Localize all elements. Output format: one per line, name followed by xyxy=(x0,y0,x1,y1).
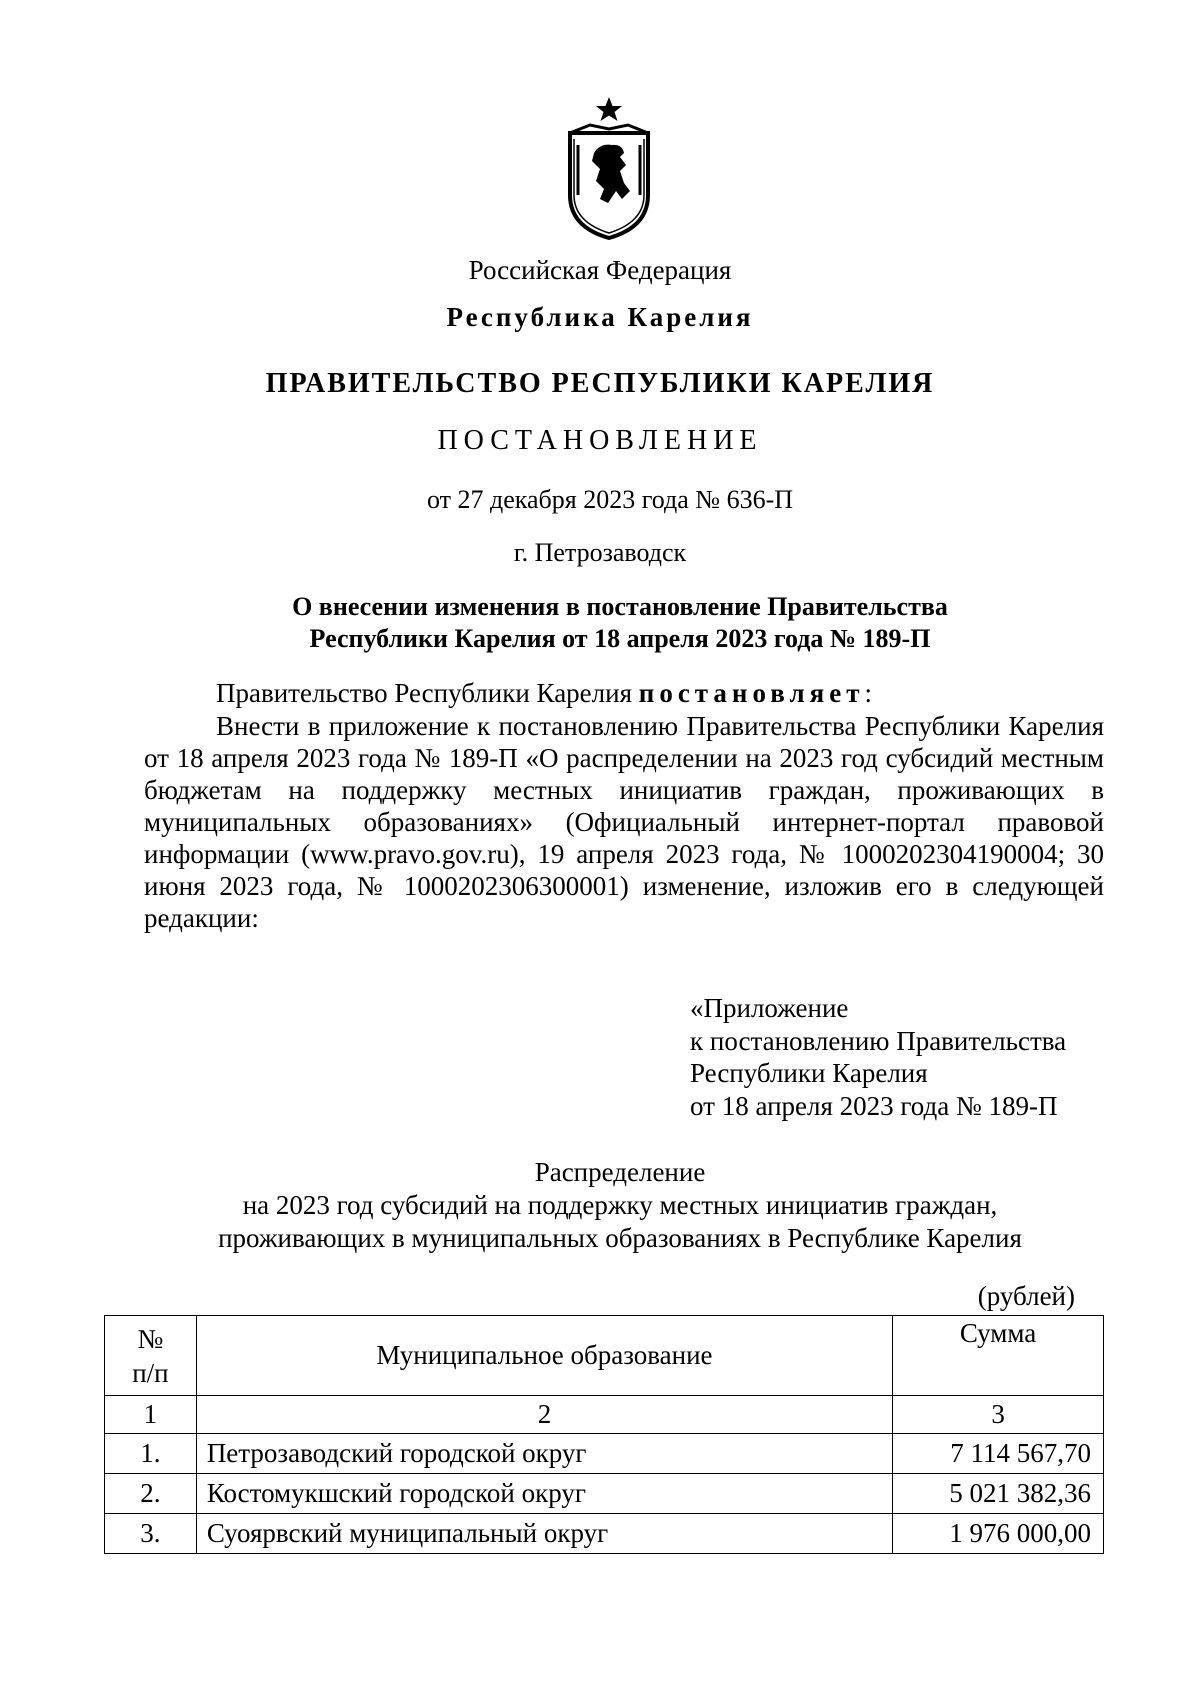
document-date-number: от 27 декабря 2023 года № 636-П xyxy=(426,485,794,514)
row-municipality: Костомукшский городской округ xyxy=(196,1474,892,1514)
republic-name: Республика Карелия xyxy=(446,302,754,332)
header-municipality: Муниципальное образование xyxy=(196,1316,892,1396)
resolution-lead-text: Правительство Республики Карелия xyxy=(216,678,639,708)
table-header-row xyxy=(105,1316,1104,1396)
government-name: ПРАВИТЕЛЬСТВО РЕСПУБЛИКИ КАРЕЛИЯ xyxy=(265,368,935,399)
table-unit: (рублей) xyxy=(977,1281,1075,1311)
row-sum: 1 976 000,00 xyxy=(893,1514,1104,1554)
row-municipality: Петрозаводский городской округ xyxy=(196,1434,892,1474)
karelia-coat-of-arms-icon xyxy=(564,95,654,240)
distribution-title-line3: проживающих в муниципальных образованиях в Республике Карелия xyxy=(218,1223,1022,1253)
appendix-line3: Республики Карелия xyxy=(690,1058,928,1088)
resolution-verb: постановляет xyxy=(638,678,865,708)
table-column-numbers-row xyxy=(105,1396,1104,1434)
table-row xyxy=(105,1474,1104,1514)
distribution-title-line1: Распределение xyxy=(534,1157,706,1187)
distribution-table xyxy=(104,1315,1104,1554)
row-municipality: Суоярвский муниципальный округ xyxy=(196,1514,892,1554)
appendix-line2: к постановлению Правительства xyxy=(690,1025,1067,1056)
document-title-line2: Республики Карелия от 18 апреля 2023 года № 189-П xyxy=(309,624,931,653)
document-type: ПОСТАНОВЛЕНИЕ xyxy=(437,425,763,456)
row-sum: 5 021 382,36 xyxy=(893,1474,1104,1514)
appendix-block xyxy=(690,992,1066,1122)
row-number: 3. xyxy=(105,1514,197,1554)
column-number-1: 1 xyxy=(105,1396,197,1434)
country-name: Российская Федерация xyxy=(468,255,732,285)
column-number-3: 3 xyxy=(893,1396,1104,1434)
resolution-lead xyxy=(216,678,872,709)
row-number: 2. xyxy=(105,1474,197,1514)
row-sum: 7 114 567,70 xyxy=(893,1434,1104,1474)
document-title-line1: О внесении изменения в постановление Правительства xyxy=(292,592,948,621)
header-number: № п/п xyxy=(105,1316,197,1396)
table-row xyxy=(105,1434,1104,1474)
distribution-title-line2: на 2023 год субсидий на поддержку местных инициатив граждан, xyxy=(242,1190,998,1220)
document-city: г. Петрозаводск xyxy=(513,538,687,567)
table-row xyxy=(105,1514,1104,1554)
resolution-lead-colon: : xyxy=(864,678,873,708)
appendix-line4: от 18 апреля 2023 года № 189-П xyxy=(690,1090,1058,1121)
distribution-title xyxy=(0,1156,1200,1255)
header-sum: Сумма xyxy=(893,1316,1104,1396)
resolution-paragraph: Внести в приложение к постановлению Правительства Республики Карелия от 18 апреля 2023 года № 189-П «О распределении на 2023 год субсидий местным бюджетам на поддержку местных инициатив граждан, проживающих в муниципальных образованиях» (Официальный интернет-портал правовой информации (www.pravo.gov.ru), 19 апреля 2023 года, № 1000202304190004; 30 июня 2023 года, № 1000202306300001) изменение, изложив его в следующей редакции: xyxy=(144,711,1104,933)
appendix-line1: «Приложение xyxy=(690,993,849,1023)
row-number: 1. xyxy=(105,1434,197,1474)
column-number-2: 2 xyxy=(196,1396,892,1434)
